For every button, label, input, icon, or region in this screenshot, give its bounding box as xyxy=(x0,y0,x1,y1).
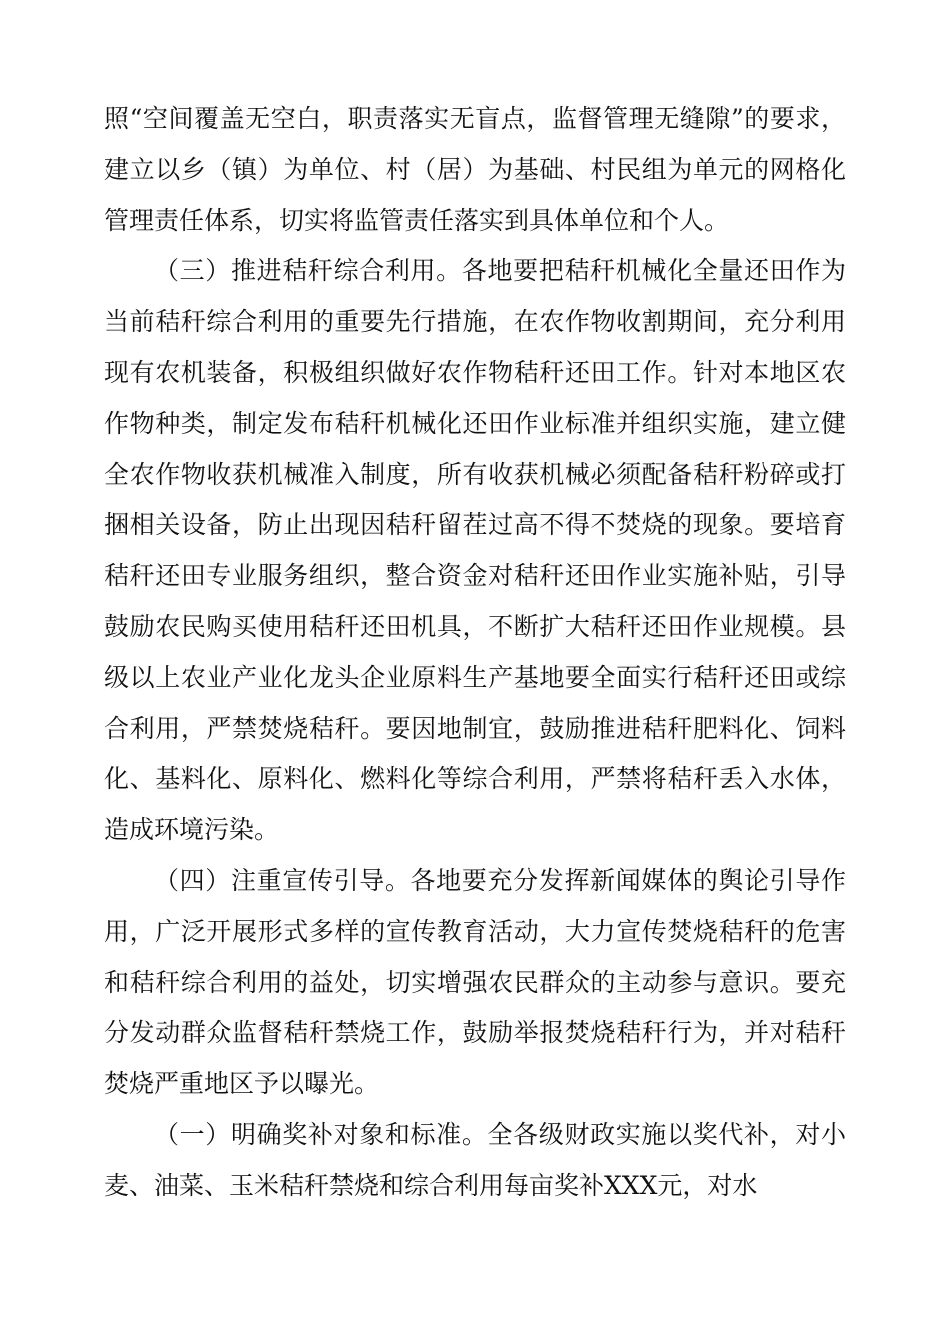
text-line: 级以上农业产业化龙头企业原料生产基地要全面实行秸秆还田或综 xyxy=(104,662,846,692)
text-line: 全农作物收获机械准入制度，所有收获机械必须配备秸秆粉碎或打 xyxy=(104,459,846,489)
text-line: 建立以乡（镇）为单位、村（居）为基础、村民组为单元的网格化 xyxy=(104,154,846,184)
text-line: 管理责任体系，切实将监管责任落实到具体单位和个人。 xyxy=(104,205,730,235)
text-line: 现有农机装备，积极组织做好农作物秸秆还田工作。针对本地区农 xyxy=(104,357,846,387)
text-line: （三）推进秸秆综合利用。各地要把秸秆机械化全量还田作为 xyxy=(154,256,846,286)
text-line: （一）明确奖补对象和标准。全各级财政实施以奖代补，对小 xyxy=(154,1119,846,1149)
text-line: 焚烧严重地区予以曝光。 xyxy=(104,1069,380,1099)
text-line: 秸秆还田专业服务组织，整合资金对秸秆还田作业实施补贴，引导 xyxy=(104,561,846,591)
text-line: 鼓励农民购买使用秸秆还田机具，不断扩大秸秆还田作业规模。县 xyxy=(104,611,846,641)
text-line: 照“空间覆盖无空白，职责落实无盲点，监督管理无缝隙”的要求， xyxy=(104,104,846,133)
text-line: 作物种类，制定发布秸秆机械化还田作业标准并组织实施，建立健 xyxy=(104,408,846,438)
text-line: （四）注重宣传引导。各地要充分发挥新闻媒体的舆论引导作 xyxy=(154,865,846,895)
text-line: 当前秸秆综合利用的重要先行措施，在农作物收割期间，充分利用 xyxy=(104,307,846,337)
text-line: 捆相关设备，防止出现因秸秆留茬过高不得不焚烧的现象。要培育 xyxy=(104,510,846,540)
text-line: 化、基料化、原料化、燃料化等综合利用，严禁将秸秆丢入水体， xyxy=(104,764,846,794)
text-line: 分发动群众监督秸秆禁烧工作，鼓励举报焚烧秸秆行为，并对秸秆 xyxy=(104,1018,846,1048)
text-line: 麦、油菜、玉米秸秆禁烧和综合利用每亩奖补XXX元，对水 xyxy=(104,1170,758,1200)
text-line: 和秸秆综合利用的益处，切实增强农民群众的主动参与意识。要充 xyxy=(104,967,846,997)
text-line: 造成环境污染。 xyxy=(104,815,280,845)
document-body xyxy=(104,94,846,1212)
text-line: 用，广泛开展形式多样的宣传教育活动，大力宣传焚烧秸秆的危害 xyxy=(104,916,846,946)
text-line: 合利用，严禁焚烧秸秆。要因地制宜，鼓励推进秸秆肥料化、饲料 xyxy=(104,713,846,743)
